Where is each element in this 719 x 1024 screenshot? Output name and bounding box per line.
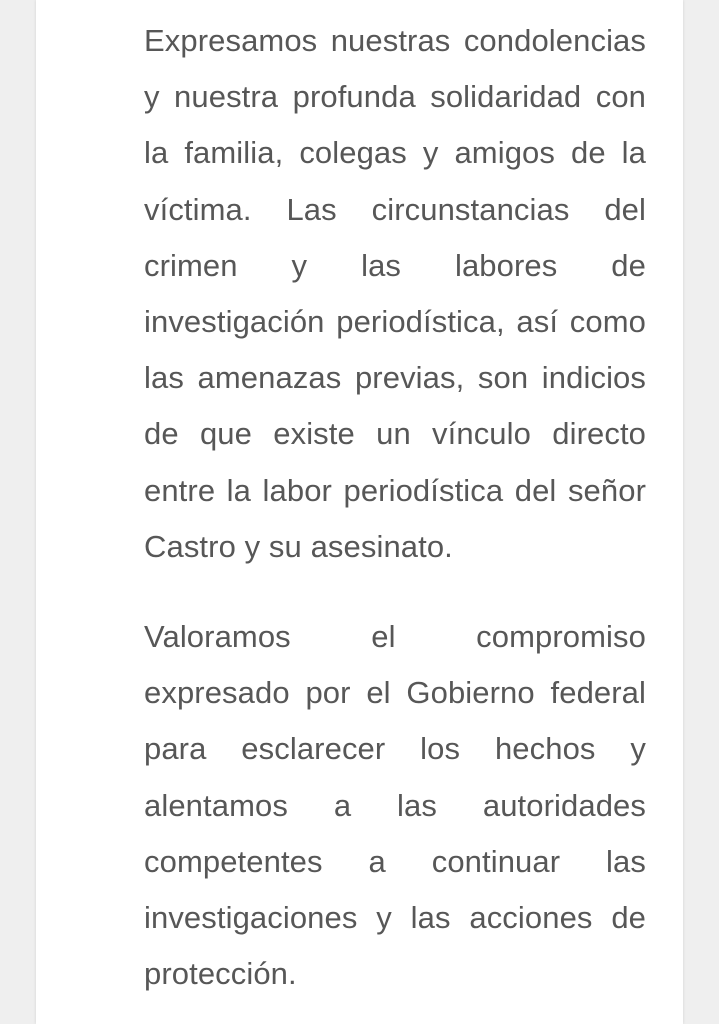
paragraph-condolences: Expresamos nuestras condolencias y nuestra profunda solidaridad con la familia, colegas y amigos de la víctima. Las circunstancias del crimen y las labores de investigación periodística, así como las amenazas previas, son indicios de que existe un vínculo directo entre la labor periodística del señor Castro y su asesinato. xyxy=(144,23,646,564)
article-body xyxy=(144,13,646,1002)
article-card xyxy=(36,0,683,1024)
paragraph-commitment: Valoramos el compromiso expresado por el Gobierno federal para esclarecer los hechos y alentamos a las autoridades competentes a continuar las investigaciones y las acciones de protección. xyxy=(144,619,646,992)
